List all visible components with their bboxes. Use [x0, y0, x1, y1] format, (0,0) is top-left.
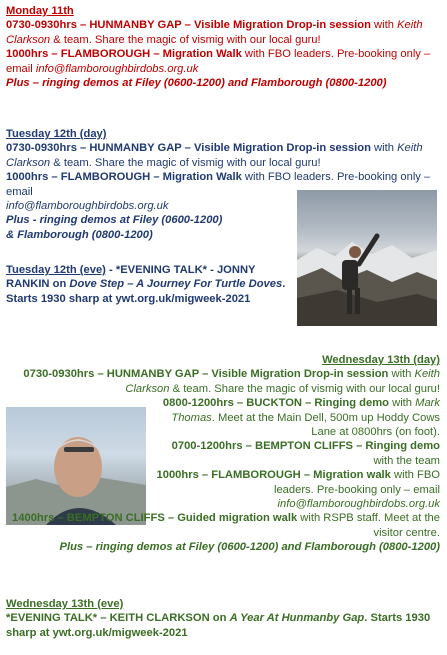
monday-flamborough-item: 1000hrs – FLAMBOROUGH – Migration Walk with FBO leaders. Pre-booking only – email info@flamboroughbirdobs.org.uk	[6, 48, 431, 75]
wednesday-evening-section	[6, 597, 440, 640]
tuesday-eve-talk: - *EVENING TALK* - JONNY RANKIN on	[6, 264, 256, 291]
hiker-photo-graphic	[297, 190, 437, 326]
tuesday-heading: Tuesday 12th (day)	[6, 128, 107, 140]
tuesday-eve-details: . Starts 1930 sharp at ywt.org.uk/migweek-2021	[6, 278, 286, 305]
wednesday-flamborough-item: 1000hrs – FLAMBOROUGH – Migration walk with FBO leaders. Pre-booking only – email info@flamboroughbirdobs.org.uk	[156, 469, 440, 511]
wednesday-section	[6, 353, 440, 555]
wednesday-heading: Wednesday 13th (day)	[322, 354, 440, 366]
wednesday-bempton-ringing-item: 0700-1200hrs – BEMPTON CLIFFS – Ringing demo with the team	[171, 440, 440, 467]
wednesday-eve-details: . Starts 1930 sharp at ywt.org.uk/migweek-2021	[6, 612, 431, 639]
wednesday-buckton-item: 0800-1200hrs – BUCKTON – Ringing demo with Mark Thomas. Meet at the Main Dell, 500m up Hoddy Cows Lane at 0800hrs (on foot).	[162, 397, 440, 439]
monday-ringing-note: Plus – ringing demos at Filey (0600-1200) and Flamborough (0800-1200)	[6, 77, 387, 90]
tuesday-email-link[interactable]: info@flamboroughbirdobs.org.uk	[6, 200, 169, 213]
monday-section	[6, 4, 440, 90]
monday-hunmanby-item: 0730-0930hrs – HUNMANBY GAP – Visible Migration Drop-in session with Keith Clarkson & team. Share the magic of vismig with our local guru!	[6, 19, 423, 46]
wednesday-eve-talk: *EVENING TALK* – KEITH CLARKSON on	[6, 612, 230, 625]
monday-heading: Monday 11th	[6, 5, 74, 17]
wednesday-ringing-note: Plus – ringing demos at Filey (0600-1200) and Flamborough (0800-1200)	[59, 541, 440, 554]
wednesday-bempton-walk-item: 1400hrs – BEMPTON CLIFFS – Guided migration walk with RSPB staff. Meet at the visitor centre.	[12, 512, 440, 539]
wednesday-email-link[interactable]: info@flamboroughbirdobs.org.uk	[277, 498, 440, 511]
tuesday-evening-section	[6, 263, 296, 306]
wednesday-eve-heading: Wednesday 13th (eve)	[6, 598, 124, 610]
wednesday-hunmanby-item: 0730-0930hrs – HUNMANBY GAP – Visible Migration Drop-in session with Keith Clarkson & team. Share the magic of vismig with our local guru!	[23, 368, 440, 395]
tuesday-ringing-note: Plus - ringing demos at Filey (0600-1200) & Flamborough (0800-1200)	[6, 214, 223, 241]
tuesday-eve-title: Dove Step – A Journey For Turtle Doves	[69, 278, 283, 291]
tuesday-flamborough-item: 1000hrs – FLAMBOROUGH – Migration Walk with FBO leaders. Pre-booking only – email	[6, 171, 431, 198]
monday-email-link[interactable]: info@flamboroughbirdobs.org.uk	[35, 62, 199, 75]
wednesday-eve-title: A Year At Hunmanby Gap	[229, 612, 365, 625]
tuesday-eve-heading: Tuesday 12th (eve)	[6, 264, 106, 276]
tuesday-hunmanby-item: 0730-0930hrs – HUNMANBY GAP – Visible Migration Drop-in session with Keith Clarkson & team. Share the magic of vismig with our local guru!	[6, 142, 423, 169]
hiker-photo	[297, 190, 437, 326]
